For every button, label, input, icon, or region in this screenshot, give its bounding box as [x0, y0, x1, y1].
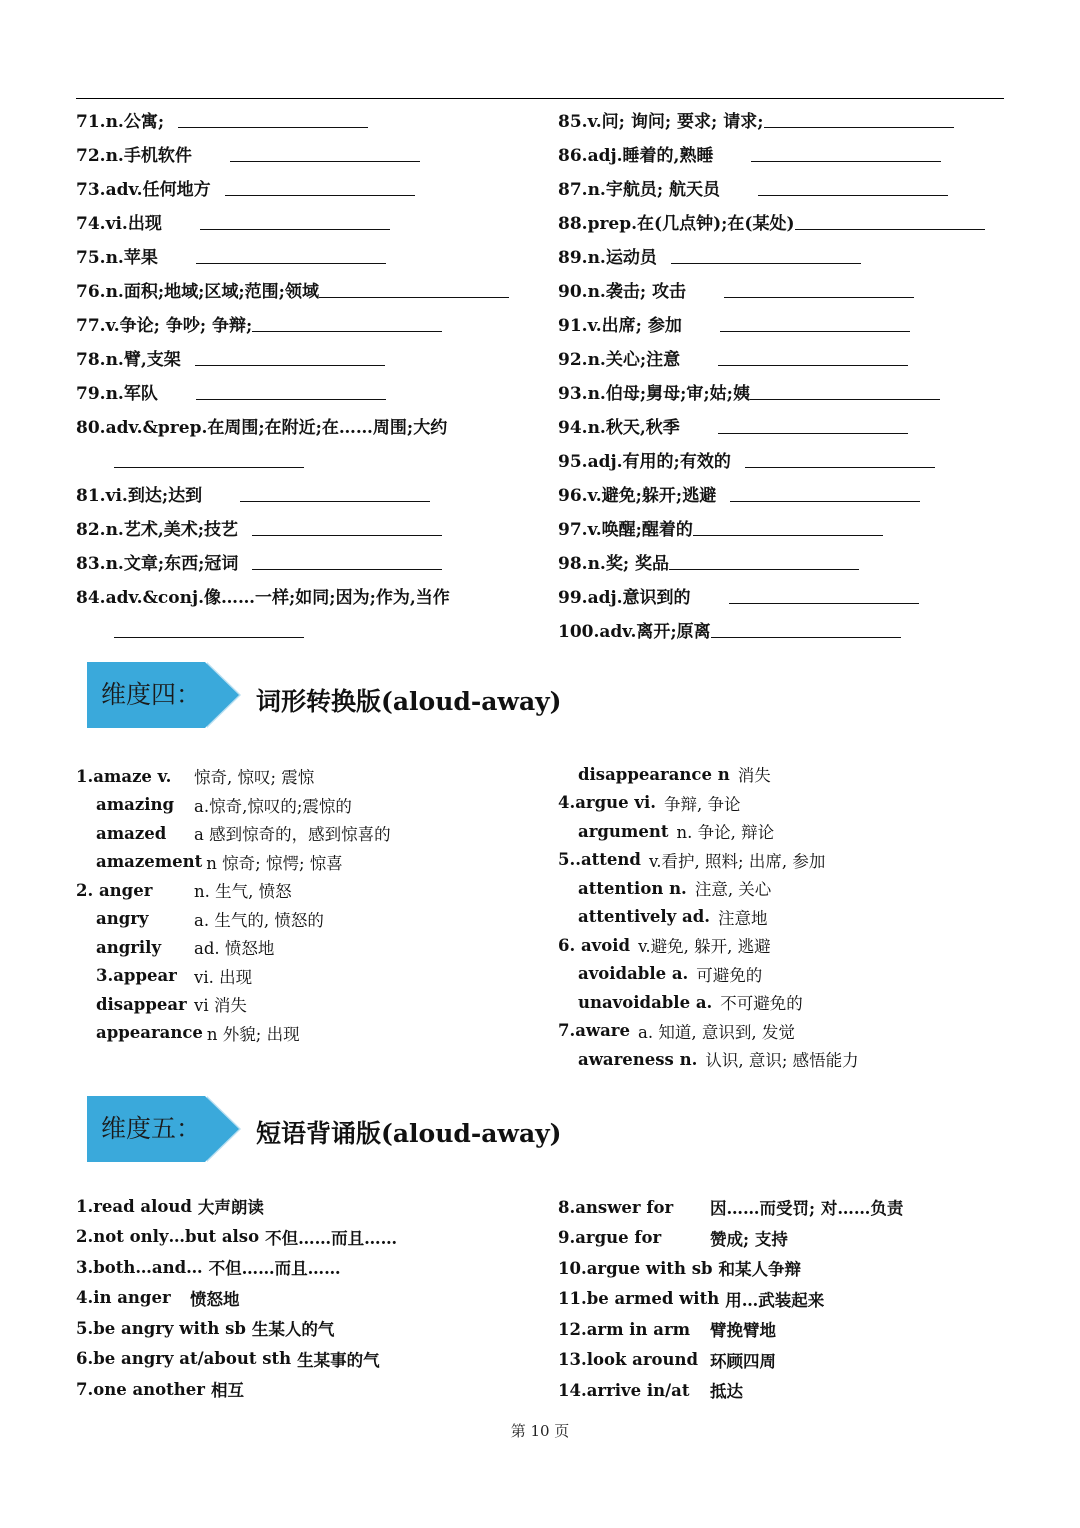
phrases-right — [558, 1192, 998, 1406]
word-meaning: a 感到惊奇的，感到惊喜的 — [194, 825, 391, 845]
answer-blank[interactable] — [795, 213, 985, 230]
phrase-item — [76, 1283, 546, 1314]
answer-blank[interactable] — [196, 247, 386, 264]
vocab-label: 95.adj.有用的;有效的 — [558, 451, 731, 472]
phrase-item — [76, 1313, 546, 1344]
phrase-meaning: 大声朗读 — [197, 1198, 264, 1218]
word-form-item — [76, 819, 546, 848]
word-form: argument — [578, 821, 669, 841]
word-form: amazement — [96, 852, 203, 872]
vocab-label: 85.v.问; 询问; 要求; 请求; — [558, 111, 764, 132]
word-meaning: a. 知道, 意识到, 发觉 — [638, 1022, 795, 1042]
vocab-item — [558, 408, 998, 442]
vocab-item — [76, 170, 546, 204]
word-meaning: vi 消失 — [194, 996, 247, 1016]
answer-blank[interactable] — [114, 451, 304, 468]
phrase-item — [558, 1345, 998, 1376]
page-number: 第 10 页 — [510, 1422, 570, 1440]
vocab-label: 89.n.运动员 — [558, 247, 657, 268]
word-form: angrily — [96, 937, 162, 957]
phrase-meaning: 生某事的气 — [297, 1350, 380, 1370]
answer-blank[interactable] — [730, 485, 920, 502]
word-meaning: ad. 愤怒地 — [194, 939, 275, 959]
phrase-item — [558, 1284, 998, 1315]
vocab-item — [76, 544, 546, 578]
word-form-item — [76, 876, 546, 905]
answer-blank[interactable] — [319, 281, 509, 298]
answer-blank[interactable] — [671, 247, 861, 264]
vocab-label: 72.n.手机软件 — [76, 145, 192, 166]
vocab-item — [76, 578, 546, 612]
answer-blank[interactable] — [718, 417, 908, 434]
phrase-item — [558, 1375, 998, 1406]
section5-title: 短语背诵版(aloud-away) — [256, 1119, 562, 1148]
vocab-label: 74.vi.出现 — [76, 213, 162, 234]
vocab-item — [76, 272, 546, 306]
vocab-item — [558, 170, 998, 204]
phrase-item — [76, 1222, 546, 1253]
vocab-label: 71.n.公寓; — [76, 111, 165, 132]
answer-blank[interactable] — [758, 179, 948, 196]
word-form-item — [558, 874, 998, 903]
phrase: 13.look around — [558, 1350, 699, 1370]
answer-blank[interactable] — [720, 315, 910, 332]
vocab-item — [558, 442, 998, 476]
word-meaning: n 惊奇; 惊愕; 惊喜 — [206, 853, 343, 873]
vocab-item — [76, 442, 546, 476]
word-form: amazing — [96, 795, 175, 815]
vocab-item — [558, 476, 998, 510]
word-form-item — [76, 848, 546, 877]
word-meaning: a. 生气的, 愤怒的 — [194, 910, 324, 930]
word-meaning: v.看护, 照料; 出席, 参加 — [648, 851, 826, 871]
badge-arrow — [205, 1096, 239, 1162]
answer-blank[interactable] — [196, 383, 386, 400]
word-meaning: n. 生气, 愤怒 — [194, 882, 292, 902]
vocab-column-left — [76, 102, 546, 646]
word-form: 5..attend — [558, 850, 641, 870]
section5-badge — [87, 1096, 237, 1162]
vocab-label: 98.n.奖; 奖品 — [558, 553, 670, 574]
word-meaning: a.惊奇,惊叹的;震惊的 — [194, 796, 352, 816]
answer-blank[interactable] — [225, 179, 415, 196]
word-form-item — [558, 988, 998, 1017]
phrase-item — [558, 1314, 998, 1345]
word-form: avoidable a. — [578, 964, 689, 984]
phrase-meaning: 不但……而且…… — [208, 1259, 341, 1279]
word-form-item — [76, 1019, 546, 1048]
phrase-meaning: 用…武装起来 — [725, 1290, 825, 1310]
phrase-item — [76, 1252, 546, 1283]
word-meaning: n 外貌; 出现 — [206, 1024, 300, 1044]
section4-badge — [87, 662, 237, 728]
phrase-item — [558, 1192, 998, 1223]
answer-blank[interactable] — [711, 621, 901, 638]
vocab-label: 83.n.文章;东西;冠词 — [76, 553, 239, 574]
word-form: attention n. — [578, 878, 687, 898]
phrase-item — [76, 1344, 546, 1375]
phrase: 7.one another — [76, 1379, 205, 1399]
vocab-item — [558, 204, 998, 238]
word-form-item — [76, 905, 546, 934]
vocab-item — [558, 238, 998, 272]
word-form: 6. avoid — [558, 935, 631, 955]
vocab-label: 80.adv.&prep.在周围;在附近;在……周围;大约 — [76, 417, 448, 438]
vocab-item — [558, 374, 998, 408]
vocab-item — [76, 136, 546, 170]
forms-left — [76, 762, 546, 1047]
word-form: 1.amaze v. — [76, 766, 172, 786]
word-meaning: 可避免的 — [696, 965, 763, 985]
vocab-item — [76, 340, 546, 374]
word-form: attentively ad. — [578, 907, 710, 927]
word-meaning: 不可避免的 — [720, 994, 803, 1014]
answer-blank[interactable] — [230, 145, 420, 162]
word-form-item — [76, 933, 546, 962]
header-rule — [76, 98, 1004, 99]
phrase-meaning: 环顾四周 — [710, 1351, 776, 1371]
vocab-label: 88.prep.在(几点钟);在(某处) — [558, 213, 795, 234]
word-form-item — [558, 817, 998, 846]
vocab-item — [76, 408, 546, 442]
vocab-label: 82.n.艺术,美术;技艺 — [76, 519, 239, 540]
word-form-item — [76, 962, 546, 991]
vocab-label: 100.adv.离开;原离 — [558, 621, 711, 642]
vocab-item — [76, 204, 546, 238]
phrase: 4.in anger — [76, 1288, 171, 1308]
word-meaning: 注意地 — [717, 908, 768, 928]
word-form: 7.aware — [558, 1021, 631, 1041]
word-form: disappearance n — [578, 764, 730, 784]
vocab-item — [76, 476, 546, 510]
vocab-label: 90.n.袭击; 攻击 — [558, 281, 687, 302]
phrase: 14.arrive in/at — [558, 1380, 690, 1400]
vocab-label: 93.n.伯母;舅母;审;姑;姨 — [558, 383, 750, 404]
vocab-item — [558, 578, 998, 612]
vocab-item — [558, 340, 998, 374]
phrase: 11.be armed with — [558, 1289, 720, 1309]
word-form: 3.appear — [96, 966, 177, 986]
vocab-item — [558, 544, 998, 578]
answer-blank[interactable] — [240, 485, 430, 502]
answer-blank[interactable] — [751, 145, 941, 162]
answer-blank[interactable] — [195, 349, 385, 366]
answer-blank[interactable] — [252, 315, 442, 332]
vocab-column-right — [558, 102, 998, 646]
word-form: 4.argue vi. — [558, 793, 656, 813]
phrase-meaning: 赞成; 支持 — [710, 1229, 788, 1249]
word-form-item — [558, 931, 998, 960]
answer-blank[interactable] — [745, 451, 935, 468]
word-form-item — [558, 1045, 998, 1074]
word-form-item — [76, 990, 546, 1019]
word-meaning: vi. 出现 — [194, 967, 253, 987]
phrase-meaning: 抵达 — [710, 1382, 743, 1402]
vocab-label: 94.n.秋天,秋季 — [558, 417, 680, 438]
vocab-label: 78.n.臂,支架 — [76, 349, 181, 370]
phrase-meaning: 不但……而且…… — [265, 1228, 398, 1248]
vocab-item — [76, 238, 546, 272]
phrase: 9.argue for — [558, 1228, 662, 1248]
forms-right — [558, 760, 998, 1074]
phrase: 12.arm in arm — [558, 1319, 691, 1339]
answer-blank[interactable] — [252, 553, 442, 570]
vocab-label: 97.v.唤醒;醒着的 — [558, 519, 693, 540]
phrase: 1.read aloud — [76, 1196, 192, 1216]
word-form: 2. anger — [76, 880, 153, 900]
answer-blank[interactable] — [252, 519, 442, 536]
vocab-label: 81.vi.到达;达到 — [76, 485, 203, 506]
phrase: 2.not only…but also — [76, 1227, 260, 1247]
phrase-item — [76, 1191, 546, 1222]
badge-arrow — [205, 662, 239, 728]
word-form-item — [558, 760, 998, 789]
vocab-item — [76, 102, 546, 136]
phrase: 6.be angry at/about sth — [76, 1349, 292, 1369]
phrase-item — [76, 1374, 546, 1405]
phrase: 5.be angry with sb — [76, 1318, 246, 1338]
vocab-label: 91.v.出席; 参加 — [558, 315, 682, 336]
vocab-label: 77.v.争论; 争吵; 争辩; — [76, 315, 253, 336]
word-meaning: 争辩, 争论 — [664, 794, 741, 814]
vocab-label: 92.n.关心;注意 — [558, 349, 681, 370]
word-form-item — [76, 791, 546, 820]
section5-badge-label: 维度五： — [101, 1114, 202, 1143]
phrase-meaning: 生某人的气 — [251, 1320, 335, 1340]
vocab-label: 75.n.苹果 — [76, 247, 158, 268]
phrase-meaning: 因……而受罚; 对……负责 — [710, 1199, 904, 1219]
vocab-label: 79.n.军队 — [76, 383, 158, 404]
word-form: unavoidable a. — [578, 992, 713, 1012]
word-form: disappear — [96, 994, 187, 1014]
phrase-meaning: 臂挽臂地 — [710, 1321, 776, 1341]
vocab-item — [558, 272, 998, 306]
answer-blank[interactable] — [693, 519, 883, 536]
vocab-label: 96.v.避免;躲开;逃避 — [558, 485, 717, 506]
vocab-item — [76, 306, 546, 340]
word-form-item — [558, 846, 998, 875]
vocab-item — [558, 136, 998, 170]
answer-blank[interactable] — [729, 587, 919, 604]
answer-blank[interactable] — [200, 213, 390, 230]
answer-blank[interactable] — [724, 281, 914, 298]
word-form-item — [558, 789, 998, 818]
word-meaning: 惊奇, 惊叹; 震惊 — [194, 768, 315, 788]
word-meaning: n. 争论, 辩论 — [676, 823, 775, 843]
word-form-item — [558, 903, 998, 932]
word-meaning: 注意, 关心 — [694, 880, 772, 900]
answer-blank[interactable] — [718, 349, 908, 366]
phrase: 8.answer for — [558, 1197, 674, 1217]
word-meaning: 消失 — [737, 766, 771, 786]
vocab-item — [76, 612, 546, 646]
word-form-item — [558, 1017, 998, 1046]
section4-title: 词形转换版(aloud-away) — [256, 687, 562, 716]
word-form: angry — [96, 909, 149, 929]
phrase-meaning: 愤怒地 — [190, 1289, 240, 1309]
vocab-item — [76, 510, 546, 544]
word-form: appearance — [96, 1023, 203, 1043]
answer-blank[interactable] — [669, 553, 859, 570]
vocab-label: 73.adv.任何地方 — [76, 179, 211, 200]
vocab-label: 86.adj.睡着的,熟睡 — [558, 145, 714, 166]
vocab-label: 99.adj.意识到的 — [558, 587, 691, 608]
answer-blank[interactable] — [750, 383, 940, 400]
word-meaning: 认识, 意识; 感悟能力 — [705, 1051, 859, 1071]
vocab-item — [558, 102, 998, 136]
phrase: 3.both…and… — [76, 1257, 203, 1277]
word-form-item — [76, 762, 546, 791]
word-form-item — [558, 960, 998, 989]
vocab-item — [558, 612, 998, 646]
phrase: 10.argue with sb — [558, 1258, 713, 1278]
vocab-label: 87.n.宇航员; 航天员 — [558, 179, 721, 200]
vocab-item — [558, 510, 998, 544]
vocab-item — [76, 374, 546, 408]
word-meaning: v.避免, 躲开, 逃避 — [638, 937, 771, 957]
phrase-item — [558, 1253, 998, 1284]
vocab-label: 84.adv.&conj.像……一样;如同;因为;作为,当作 — [76, 587, 450, 608]
word-form: awareness n. — [578, 1049, 698, 1069]
vocab-item — [558, 306, 998, 340]
phrase-item — [558, 1223, 998, 1254]
section4-badge-label: 维度四： — [101, 680, 202, 709]
phrases-left — [76, 1191, 546, 1405]
answer-blank[interactable] — [114, 621, 304, 638]
word-form: amazed — [96, 823, 167, 843]
vocab-label: 76.n.面积;地域;区域;范围;领域 — [76, 281, 319, 302]
phrase-meaning: 和某人争辩 — [718, 1260, 802, 1280]
phrase-meaning: 相互 — [210, 1381, 244, 1401]
answer-blank[interactable] — [178, 111, 368, 128]
answer-blank[interactable] — [764, 111, 954, 128]
